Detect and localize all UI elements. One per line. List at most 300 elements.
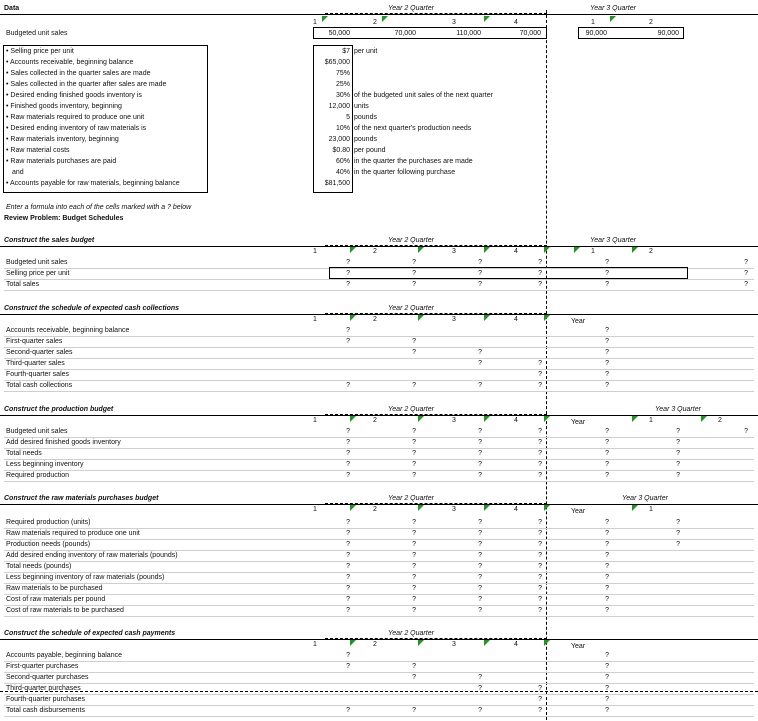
production-cell-q2[interactable]: ? — [412, 450, 416, 457]
production-year3-label: Year 3 Quarter — [655, 406, 701, 413]
purchases-cell-q4[interactable]: ? — [538, 563, 542, 570]
quarter-2: 2 — [373, 19, 377, 26]
collections-q2: 2 — [373, 316, 377, 323]
column-divider — [546, 10, 547, 720]
purchases-cell-q2[interactable]: ? — [412, 552, 416, 559]
payments-row-line — [4, 716, 754, 717]
purchases-cell-q1[interactable]: ? — [346, 574, 350, 581]
production-year2-label: Year 2 Quarter — [388, 406, 434, 413]
purchases-cell-y1[interactable]: ? — [605, 541, 609, 548]
payments-cell-q1[interactable]: ? — [346, 652, 350, 659]
payments-cell-q3[interactable]: ? — [478, 674, 482, 681]
year2-dashed-rule — [325, 13, 547, 14]
assumption-note: in the quarter following purchase — [354, 169, 456, 176]
comment-flag — [382, 16, 388, 22]
production-row-line — [4, 481, 754, 482]
payments-cell-y1[interactable]: ? — [605, 674, 609, 681]
collections-q1: 1 — [313, 316, 317, 323]
purchases-cell-q3[interactable]: ? — [478, 519, 482, 526]
payments-q4: 4 — [514, 641, 518, 648]
payments-row-label: Accounts payable, beginning balance — [6, 652, 122, 659]
assumption-note: of the budgeted unit sales of the next quarter — [354, 92, 493, 99]
purchases-year2-label: Year 2 Quarter — [388, 495, 434, 502]
sales-budget-cell-q1[interactable]: ? — [346, 281, 350, 288]
payments-cell-y1[interactable]: ? — [605, 652, 609, 659]
sales-budget-cell-y3[interactable]: ? — [744, 270, 748, 277]
collections-flag — [544, 315, 550, 321]
purchases-flag — [484, 505, 490, 511]
purchases-cell-q1[interactable]: ? — [346, 607, 350, 614]
assumption-value[interactable]: $0.80 — [332, 147, 350, 154]
purchases-cell-y1[interactable]: ? — [605, 596, 609, 603]
payments-row-label: First-quarter purchases — [6, 663, 79, 670]
payments-flag — [484, 640, 490, 646]
sales-budget-title: Construct the sales budget — [4, 237, 95, 244]
sales-budget-flag — [484, 247, 490, 253]
production-flag — [701, 416, 707, 422]
payments-row-line — [4, 672, 754, 673]
sales-budget-cell-y3[interactable]: ? — [744, 259, 748, 266]
production-cell-y2[interactable]: ? — [676, 472, 680, 479]
sales-budget-row-label: Budgeted unit sales — [6, 259, 68, 266]
purchases-q2: 2 — [373, 506, 377, 513]
sales-budget-cell-q1[interactable]: ? — [346, 270, 350, 277]
collections-row-line — [4, 347, 754, 348]
assumption-value[interactable]: $65,000 — [324, 59, 350, 66]
purchases-row-label: Required production (units) — [6, 519, 91, 526]
purchases-row-label: Cost of raw materials to be purchased — [6, 607, 124, 614]
production-flag — [484, 416, 490, 422]
purchases-flag — [632, 505, 638, 511]
purchases-cell-q2[interactable]: ? — [412, 607, 416, 614]
purchases-cell-y1[interactable]: ? — [605, 585, 609, 592]
payments-cell-y1[interactable]: ? — [605, 685, 609, 692]
payments-cell-q4[interactable]: ? — [538, 696, 542, 703]
purchases-cell-q1[interactable]: ? — [346, 563, 350, 570]
assumption-label: • Desired ending finished goods inventory is — [6, 92, 142, 99]
purchases-cell-q3[interactable]: ? — [478, 585, 482, 592]
collections-cell-q2[interactable]: ? — [412, 338, 416, 345]
collections-cell-y1[interactable]: ? — [605, 338, 609, 345]
production-cell-q2[interactable]: ? — [412, 472, 416, 479]
purchases-cell-q1[interactable]: ? — [346, 541, 350, 548]
sales-value-q2[interactable]: 70,000 — [394, 30, 416, 37]
production-flag — [350, 416, 356, 422]
purchases-dashed — [325, 503, 547, 504]
purchases-year-label: Year — [571, 508, 586, 515]
assumption-value[interactable]: 60% — [335, 158, 350, 165]
payments-row-label: Second-quarter purchases — [6, 674, 89, 681]
purchases-row-line — [4, 616, 754, 617]
assumption-value[interactable]: $81,500 — [324, 180, 350, 187]
production-row-line — [4, 448, 754, 449]
collections-flag — [418, 315, 424, 321]
production-cell-y2[interactable]: ? — [676, 428, 680, 435]
payments-cell-q3[interactable]: ? — [478, 707, 482, 714]
payments-flag — [418, 640, 424, 646]
sales-total-box — [329, 267, 688, 279]
collections-flag — [484, 315, 490, 321]
comment-flag — [610, 16, 616, 22]
assumption-label: • Finished goods inventory, beginning — [6, 103, 122, 110]
collections-cell-q2[interactable]: ? — [412, 349, 416, 356]
collections-cell-y1[interactable]: ? — [605, 327, 609, 334]
collections-cell-y1[interactable]: ? — [605, 360, 609, 367]
collections-year2-label: Year 2 Quarter — [388, 305, 434, 312]
purchases-cell-q4[interactable]: ? — [538, 530, 542, 537]
sales-budget-rule — [0, 246, 758, 247]
collections-row-label: Total cash collections — [6, 382, 73, 389]
collections-cell-q3[interactable]: ? — [478, 382, 482, 389]
purchases-q1: 1 — [313, 506, 317, 513]
collections-year-label: Year — [571, 318, 586, 325]
production-cell-q3[interactable]: ? — [478, 472, 482, 479]
collections-cell-q1[interactable]: ? — [346, 338, 350, 345]
sales-budget-cell-q3[interactable]: ? — [478, 259, 482, 266]
purchases-row-label: Raw materials required to produce one unit — [6, 530, 140, 537]
y3-quarter-2: 2 — [649, 19, 653, 26]
sales-budget-flag — [632, 247, 638, 253]
assumption-label: • Raw material costs — [6, 147, 70, 154]
purchases-cell-q4[interactable]: ? — [538, 574, 542, 581]
production-year-label: Year — [571, 419, 586, 426]
purchases-y3-q1: 1 — [649, 506, 653, 513]
sales-budget-q4: 4 — [514, 248, 518, 255]
purchases-row-line — [4, 594, 754, 595]
purchases-cell-q4[interactable]: ? — [538, 519, 542, 526]
purchases-cell-q3[interactable]: ? — [478, 530, 482, 537]
sales-budget-year3-label: Year 3 Quarter — [590, 237, 636, 244]
assumption-value[interactable]: 5 — [346, 114, 350, 121]
purchases-cell-y1[interactable]: ? — [605, 530, 609, 537]
assumption-value[interactable]: $7 — [342, 48, 350, 55]
purchases-cell-y1[interactable]: ? — [605, 607, 609, 614]
purchases-cell-q2[interactable]: ? — [412, 596, 416, 603]
payments-cell-y1[interactable]: ? — [605, 696, 609, 703]
payments-q1: 1 — [313, 641, 317, 648]
production-cell-y3[interactable]: ? — [744, 428, 748, 435]
payments-year2-label: Year 2 Quarter — [388, 630, 434, 637]
sales-budget-row-line — [4, 290, 754, 291]
payments-cell-q3[interactable]: ? — [478, 685, 482, 692]
sales-budget-cell-q1[interactable]: ? — [346, 259, 350, 266]
purchases-row-label: Production needs (pounds) — [6, 541, 91, 548]
collections-cell-q1[interactable]: ? — [346, 327, 350, 334]
production-q4: 4 — [514, 417, 518, 424]
collections-row-label: Accounts receivable, beginning balance — [6, 327, 130, 334]
production-cell-q4[interactable]: ? — [538, 472, 542, 479]
production-cell-q1[interactable]: ? — [346, 450, 350, 457]
purchases-cell-y1[interactable]: ? — [605, 574, 609, 581]
assumption-note: units — [354, 103, 369, 110]
assumption-value[interactable]: 30% — [335, 92, 350, 99]
purchases-cell-q2[interactable]: ? — [412, 574, 416, 581]
sales-budget-row-label: Total sales — [6, 281, 40, 288]
production-cell-q4[interactable]: ? — [538, 439, 542, 446]
purchases-year3-label: Year 3 Quarter — [622, 495, 668, 502]
quarter-3: 3 — [452, 19, 456, 26]
collections-flag — [350, 315, 356, 321]
sales-budget-cell-q4[interactable]: ? — [538, 270, 542, 277]
collections-row-line — [4, 336, 754, 337]
collections-row-line — [4, 358, 754, 359]
payments-rule — [0, 639, 758, 640]
production-cell-q2[interactable]: ? — [412, 428, 416, 435]
production-q1: 1 — [313, 417, 317, 424]
purchases-cell-q1[interactable]: ? — [346, 552, 350, 559]
payments-row-label: Fourth-quarter purchases — [6, 696, 85, 703]
purchases-row-label: Less beginning inventory of raw materials (pounds) — [6, 574, 165, 581]
sales-budget-cell-y1[interactable]: ? — [605, 270, 609, 277]
sales-budget-q3: 3 — [452, 248, 456, 255]
production-row-label: Total needs — [6, 450, 42, 457]
assumption-value[interactable]: 23,000 — [328, 136, 350, 143]
collections-cell-y1[interactable]: ? — [605, 349, 609, 356]
payments-cell-y1[interactable]: ? — [605, 707, 609, 714]
collections-row-line — [4, 369, 754, 370]
sales-budget-cell-y3[interactable]: ? — [744, 281, 748, 288]
purchases-cell-q2[interactable]: ? — [412, 563, 416, 570]
assumption-label: • Raw materials purchases are paid — [6, 158, 117, 165]
collections-cell-q3[interactable]: ? — [478, 349, 482, 356]
collections-cell-y1[interactable]: ? — [605, 382, 609, 389]
purchases-flag — [544, 505, 550, 511]
assumption-note: in the quarter the purchases are made — [354, 158, 473, 165]
production-cell-q1[interactable]: ? — [346, 461, 350, 468]
comment-flag — [322, 16, 328, 22]
assumption-label: • Accounts receivable, beginning balance — [6, 59, 134, 66]
collections-q4: 4 — [514, 316, 518, 323]
collections-rule — [0, 314, 758, 315]
production-dashed — [325, 414, 547, 415]
production-row-label: Add desired finished goods inventory — [6, 439, 121, 446]
sales-budget-cell-y1[interactable]: ? — [605, 259, 609, 266]
payments-row-label: Total cash disbursements — [6, 707, 85, 714]
sales-budget-cell-q2[interactable]: ? — [412, 259, 416, 266]
collections-cell-q2[interactable]: ? — [412, 382, 416, 389]
purchases-cell-q1[interactable]: ? — [346, 596, 350, 603]
sales-budget-cell-q2[interactable]: ? — [412, 281, 416, 288]
production-row-line — [4, 459, 754, 460]
purchases-cell-q4[interactable]: ? — [538, 596, 542, 603]
production-cell-q3[interactable]: ? — [478, 439, 482, 446]
production-row-label: Required production — [6, 472, 70, 479]
sales-value-q3[interactable]: 110,000 — [456, 30, 481, 37]
year3-quarter-label: Year 3 Quarter — [590, 5, 636, 12]
production-cell-q4[interactable]: ? — [538, 450, 542, 457]
purchases-cell-q1[interactable]: ? — [346, 519, 350, 526]
y3-sales-value-q1[interactable]: 90,000 — [585, 30, 607, 37]
assumption-note: of the next quarter's production needs — [354, 125, 472, 132]
sales-budget-row-label: Selling price per unit — [6, 270, 70, 277]
payments-cell-q2[interactable]: ? — [412, 674, 416, 681]
assumption-label: • Raw materials required to produce one unit — [6, 114, 145, 121]
payments-cell-q2[interactable]: ? — [412, 707, 416, 714]
purchases-q3: 3 — [452, 506, 456, 513]
sales-budget-cell-q2[interactable]: ? — [412, 270, 416, 277]
production-rule — [0, 415, 758, 416]
production-cell-y1[interactable]: ? — [605, 439, 609, 446]
y3-sales-value-q2[interactable]: 90,000 — [657, 30, 679, 37]
production-cell-q2[interactable]: ? — [412, 439, 416, 446]
collections-cell-y1[interactable]: ? — [605, 371, 609, 378]
purchases-cell-q3[interactable]: ? — [478, 563, 482, 570]
purchases-cell-q2[interactable]: ? — [412, 519, 416, 526]
assumption-value[interactable]: 75% — [335, 70, 350, 77]
purchases-cell-q4[interactable]: ? — [538, 552, 542, 559]
assumption-label: • Desired ending inventory of raw materials is — [6, 125, 147, 132]
purchases-cell-y2[interactable]: ? — [676, 541, 680, 548]
payments-cell-q4[interactable]: ? — [538, 685, 542, 692]
assumption-note: per unit — [354, 48, 378, 55]
purchases-rule — [0, 504, 758, 505]
sales-budget-q1: 1 — [313, 248, 317, 255]
production-cell-q4[interactable]: ? — [538, 461, 542, 468]
production-row-label: Budgeted unit sales — [6, 428, 68, 435]
payments-cell-y1[interactable]: ? — [605, 663, 609, 670]
production-flag — [632, 416, 638, 422]
payments-flag — [350, 640, 356, 646]
payments-dashed — [325, 638, 547, 639]
collections-row-label: Fourth-quarter sales — [6, 371, 70, 378]
payments-cell-q1[interactable]: ? — [346, 707, 350, 714]
production-cell-q2[interactable]: ? — [412, 461, 416, 468]
assumption-note: pounds — [354, 136, 377, 143]
purchases-cell-q1[interactable]: ? — [346, 585, 350, 592]
production-cell-q3[interactable]: ? — [478, 450, 482, 457]
assumption-label: • Sales collected in the quarter sales are made — [6, 70, 151, 77]
sales-budget-y3-q1: 1 — [591, 248, 595, 255]
production-q2: 2 — [373, 417, 377, 424]
purchases-cell-q4[interactable]: ? — [538, 585, 542, 592]
purchases-cell-y2[interactable]: ? — [676, 530, 680, 537]
production-q3: 3 — [452, 417, 456, 424]
purchases-flag — [350, 505, 356, 511]
y3-quarter-1: 1 — [591, 19, 595, 26]
production-cell-q1[interactable]: ? — [346, 428, 350, 435]
production-cell-q1[interactable]: ? — [346, 472, 350, 479]
year2-quarter-label: Year 2 Quarter — [388, 5, 434, 12]
production-cell-y2[interactable]: ? — [676, 450, 680, 457]
sales-budget-cell-q3[interactable]: ? — [478, 270, 482, 277]
production-cell-y1[interactable]: ? — [605, 472, 609, 479]
purchases-cell-q1[interactable]: ? — [346, 530, 350, 537]
purchases-cell-q3[interactable]: ? — [478, 596, 482, 603]
purchases-row-label: Add desired ending inventory of raw materials (pounds) — [6, 552, 178, 559]
production-cell-q3[interactable]: ? — [478, 461, 482, 468]
payments-cell-q2[interactable]: ? — [412, 663, 416, 670]
purchases-row-line — [4, 539, 754, 540]
payments-flag — [544, 640, 550, 646]
sales-value-q4[interactable]: 70,000 — [519, 30, 541, 37]
assumption-value[interactable]: 12,000 — [328, 103, 350, 110]
production-y3-q2: 2 — [718, 417, 722, 424]
assumption-label: and — [12, 169, 24, 176]
collections-cell-q1[interactable]: ? — [346, 382, 350, 389]
production-cell-y1[interactable]: ? — [605, 428, 609, 435]
purchases-cell-q3[interactable]: ? — [478, 541, 482, 548]
purchases-row-label: Cost of raw materials per pound — [6, 596, 106, 603]
purchases-cell-q2[interactable]: ? — [412, 530, 416, 537]
assumption-note: pounds — [354, 114, 377, 121]
collections-cell-q4[interactable]: ? — [538, 371, 542, 378]
collections-cell-q4[interactable]: ? — [538, 360, 542, 367]
purchases-cell-q2[interactable]: ? — [412, 585, 416, 592]
production-cell-y2[interactable]: ? — [676, 461, 680, 468]
comment-flag — [484, 16, 490, 22]
purchases-cell-q4[interactable]: ? — [538, 607, 542, 614]
payments-title: Construct the schedule of expected cash payments — [4, 630, 176, 637]
production-row-label: Less beginning inventory — [6, 461, 84, 468]
sales-budget-year2-label: Year 2 Quarter — [388, 237, 434, 244]
assumption-label: • Raw materials inventory, beginning — [6, 136, 119, 143]
sales-value-q1[interactable]: 50,000 — [328, 30, 350, 37]
header-rule — [0, 14, 758, 15]
purchases-row-label: Total needs (pounds) — [6, 563, 72, 570]
budgeted-unit-sales-label: Budgeted unit sales — [6, 30, 68, 37]
sales-budget-dashed — [325, 245, 547, 246]
collections-cell-q3[interactable]: ? — [478, 360, 482, 367]
purchases-q4: 4 — [514, 506, 518, 513]
collections-title: Construct the schedule of expected cash collections — [4, 305, 180, 312]
purchases-cell-y1[interactable]: ? — [605, 563, 609, 570]
sales-budget-y3-q2: 2 — [649, 248, 653, 255]
quarter-4: 4 — [514, 19, 518, 26]
purchases-cell-q2[interactable]: ? — [412, 541, 416, 548]
sales-budget-q2: 2 — [373, 248, 377, 255]
sales-budget-flag — [418, 247, 424, 253]
production-cell-y1[interactable]: ? — [605, 461, 609, 468]
production-cell-q3[interactable]: ? — [478, 428, 482, 435]
purchases-row-line — [4, 583, 754, 584]
production-flag — [544, 416, 550, 422]
production-cell-q4[interactable]: ? — [538, 428, 542, 435]
payments-cell-q1[interactable]: ? — [346, 663, 350, 670]
assumption-value[interactable]: 25% — [335, 81, 350, 88]
assumption-value[interactable]: 10% — [335, 125, 350, 132]
payments-row-line — [4, 683, 754, 684]
payments-row-line — [4, 694, 754, 695]
payments-row-line — [4, 661, 754, 662]
sales-budget-cell-y1[interactable]: ? — [605, 281, 609, 288]
collections-cell-q4[interactable]: ? — [538, 382, 542, 389]
sales-budget-cell-q3[interactable]: ? — [478, 281, 482, 288]
review-title: Review Problem: Budget Schedules — [4, 215, 124, 222]
production-cell-y1[interactable]: ? — [605, 450, 609, 457]
payments-cell-q4[interactable]: ? — [538, 707, 542, 714]
sales-budget-flag — [544, 247, 550, 253]
purchases-cell-q4[interactable]: ? — [538, 541, 542, 548]
purchases-cell-q3[interactable]: ? — [478, 607, 482, 614]
purchases-cell-y1[interactable]: ? — [605, 519, 609, 526]
production-cell-q1[interactable]: ? — [346, 439, 350, 446]
purchases-cell-y1[interactable]: ? — [605, 552, 609, 559]
quarter-1: 1 — [313, 19, 317, 26]
purchases-cell-q3[interactable]: ? — [478, 552, 482, 559]
production-cell-y2[interactable]: ? — [676, 439, 680, 446]
purchases-cell-y2[interactable]: ? — [676, 519, 680, 526]
sales-budget-flag — [574, 247, 580, 253]
purchases-cell-q3[interactable]: ? — [478, 574, 482, 581]
collections-row-label: Third-quarter sales — [6, 360, 65, 367]
assumption-value[interactable]: 40% — [335, 169, 350, 176]
sales-budget-cell-q4[interactable]: ? — [538, 281, 542, 288]
sales-budget-cell-q4[interactable]: ? — [538, 259, 542, 266]
assumption-label: • Selling price per unit — [6, 48, 74, 55]
payments-row-label: Third-quarter purchases — [6, 685, 81, 692]
purchases-row-line — [4, 561, 754, 562]
production-title: Construct the production budget — [4, 406, 114, 413]
